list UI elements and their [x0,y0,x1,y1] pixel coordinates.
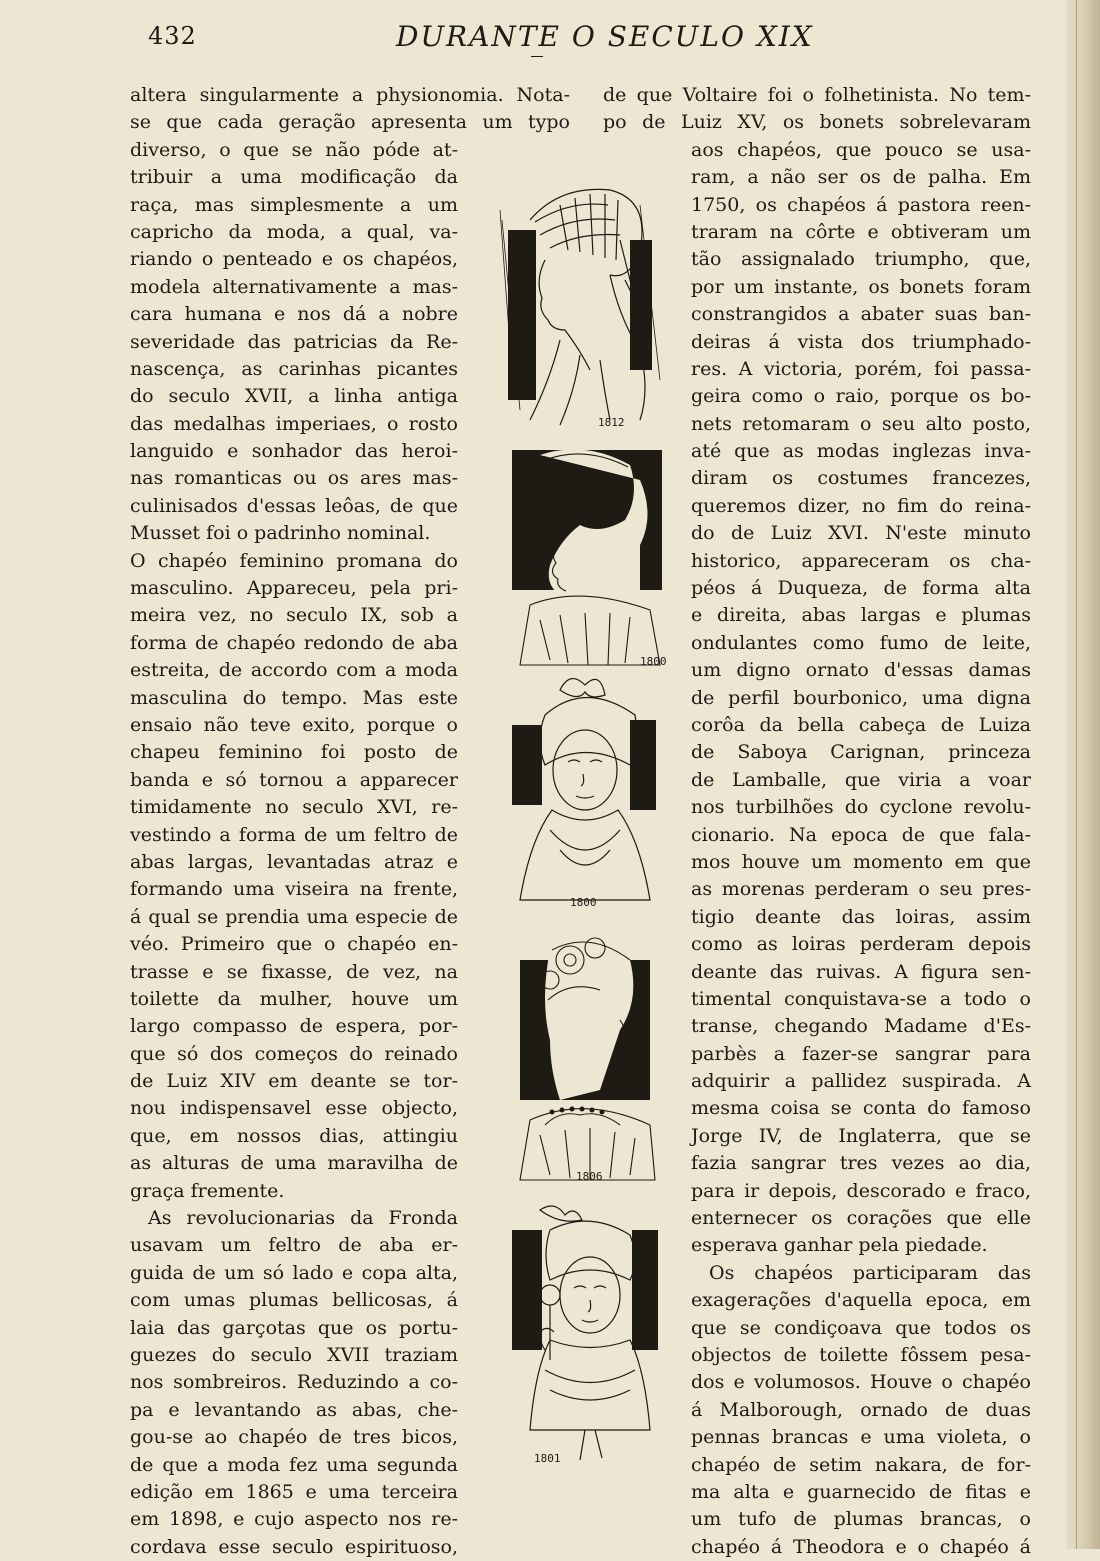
text-line: trasse e se fixasse, de vez, na [130,960,458,983]
text-line: queremos dizer, no fim do reina- [691,494,1031,517]
text-line: guida de um só lado e copa alta, [130,1261,458,1284]
text-line: nets retomaram o seu alto posto, [691,412,1031,435]
text-line: de que a moda fez uma segunda [130,1453,458,1476]
text-line: chapeu feminino foi posto de [130,741,458,764]
text-line: diram os costumes francezes, [691,467,1031,490]
text-line: altera singularmente a physionomia. Nota- [130,84,570,106]
text-line: cordava esse seculo espirituoso, [130,1535,458,1558]
text-line: do seculo XVII, a linha antiga [130,385,458,408]
text-line: chapéo de setim nakara, de for- [691,1453,1031,1476]
text-line: péos á Duqueza, de forma alta [691,577,1031,600]
text-line: corôa da bella cabeça de Luiza [691,713,1031,736]
text-line: tigio deante das loiras, assim [691,905,1031,928]
text-line: deiras á vista dos triumphado- [691,330,1031,353]
text-line: que só dos começos do reinado [130,1042,458,1065]
illustration-year-label: 1806 [576,1170,603,1183]
text-line: largo compasso de espera, por- [130,1015,458,1038]
lorgnette-woman-drawing [490,1200,680,1470]
text-line: transe, chegando Madame d'Es- [691,1015,1031,1038]
illustration-year-label: 1812 [598,416,625,429]
text-line: abas largas, levantadas atraz e [130,850,458,873]
text-line: Musset foi o padrinho nominal. [130,522,431,545]
text-line: á qual se prendia uma especie de [130,905,458,928]
text-line: pennas brancas e uma violeta, o [691,1426,1031,1449]
text-line: mos houve um momento em que [691,850,1031,873]
illustration-year-label: 1800 [570,896,597,909]
text-line: chapéo á Theodora e o chapéo á [691,1535,1031,1558]
text-line: um tufo de plumas brancas, o [691,1508,1031,1531]
text-line: toilette da mulher, houve um [130,987,458,1010]
text-line: graça fremente. [130,1179,285,1202]
illustration-1800-profile [490,445,680,675]
text-line: de perfil bourbonico, uma digna [691,686,1031,709]
text-line: as alturas de uma maravilha de [130,1152,458,1175]
text-line: até que as modas inglezas inva- [691,440,1031,463]
text-line: geira como o raio, porque os bo- [691,385,1031,408]
illustration-year-label: 1800 [640,655,667,668]
text-line: de Lamballe, que viria a voar [691,768,1031,791]
text-line: de Luiz XIV em deante se tor- [130,1070,458,1093]
text-line: dos e volumosos. Houve o chapéo [691,1371,1031,1394]
text-line: nascença, as carinhas picantes [130,357,458,380]
text-line: que, em nossos dias, attingiu [130,1124,458,1147]
text-line: nos turbilhões do cyclone revolu- [691,796,1031,819]
text-line: vestindo a forma de um feltro de [130,823,458,846]
text-line: as morenas perderam o seu pres- [691,878,1031,901]
text-line: forma de chapéo redondo de aba [130,631,458,654]
text-line: por um instante, os bonets foram [691,275,1031,298]
running-head: DURANTE O SECULO XIX [396,20,814,53]
text-line: á Malborough, ornado de duas [691,1398,1031,1421]
text-line: timidamente no seculo XVI, re- [130,796,458,819]
cap-profile-drawing [490,445,680,675]
text-line: fazia sangrar tres vezes ao dia, [691,1152,1031,1175]
text-line: po de Luiz XV, os bonets sobrelevaram [603,111,1031,134]
text-line: ram, a não ser os de palha. Em [691,166,1031,189]
text-line: em 1898, e cujo aspecto nos re- [130,1508,458,1531]
page-header [0,20,1100,60]
illustration-1806 [490,920,680,1190]
bonnet-profile-drawing [490,180,680,430]
text-line: masculina do tempo. Mas este [130,686,458,709]
text-line: tão assignalado triumpho, que, [691,248,1031,271]
illustration-year-label: 1801 [534,1452,561,1465]
illustration-1812 [490,180,680,430]
text-line: nos sombreiros. Reduzindo a co- [130,1371,458,1394]
text-line: esperava ganhar pela piedade. [691,1234,988,1257]
text-line: nou indispensavel esse objecto, [130,1097,458,1120]
text-line: masculino. Appareceu, pela pri- [130,577,458,600]
text-line: meira vez, no seculo IX, sob a [130,604,458,627]
text-line: deante das ruivas. A figura sen- [691,960,1031,983]
text-line: que se condiçoava que todos os [691,1316,1031,1339]
text-line: raça, mas simplesmente a um [130,193,458,216]
text-line: historico, appareceram os cha- [691,549,1031,572]
text-line: modela alternativamente a mas- [130,275,458,298]
text-line: véo. Primeiro que o chapéo en- [130,933,458,956]
page-number: 432 [148,22,197,50]
text-line: timental conquistava-se a todo o [691,987,1031,1010]
text-line: como as loiras perderam depois [691,933,1031,956]
text-line: severidade das patricias da Re- [130,330,458,353]
text-line: com umas plumas bellicosas, á [130,1289,458,1312]
text-line: pa e levantando as abas, che- [130,1398,458,1421]
text-line: O chapéo feminino promana do [130,549,458,572]
text-line: para ir depois, descorado e fraco, [691,1179,1031,1202]
text-line: languido e sonhador das heroi- [130,440,458,463]
text-line: As revolucionarias da Fronda [148,1207,458,1230]
text-line: Os chapéos participaram das [709,1261,1031,1284]
text-line: gou-se ao chapéo de tres bicos, [130,1426,458,1449]
text-line: exagerações d'aquella epoca, em [691,1289,1031,1312]
text-line: constrangidos a abater suas ban- [691,303,1031,326]
text-line: traram na côrte e obtiveram um [691,220,1031,243]
text-line: cara humana e nos dá a nobre [130,303,458,326]
text-line: ondulantes como fumo de leite, [691,631,1031,654]
bow-bonnet-drawing [490,670,680,910]
text-line: se que cada geração apresenta um typo [130,111,570,134]
text-line: parbès a fazer-se sangrar para [691,1042,1031,1065]
text-line: adquirir a pallidez suspirada. A [691,1070,1031,1093]
text-line: banda e só tornou a apparecer [130,768,458,791]
text-line: diverso, o que se não póde at- [130,138,458,161]
illustration-1801 [490,1200,680,1470]
text-line: usavam um feltro de aba er- [130,1234,458,1257]
text-line: objectos de toilette fôssem pesa- [691,1343,1031,1366]
text-line: 1750, os chapéos á pastora reen- [691,193,1031,216]
text-line: um digno ornato d'essas damas [691,659,1031,682]
illustration-1800-front [490,670,680,910]
text-line: laia das garçotas que os portu- [130,1316,458,1339]
text-line: formando uma viseira na frente, [130,878,458,901]
illustration-strip [490,180,680,1480]
text-line: cionario. Na epoca de que fala- [691,823,1031,846]
text-line: nas romanticas ou os ares mas- [130,467,458,490]
text-line: culinisados d'essas leôas, de que [130,494,458,517]
text-line: e direita, abas largas e plumas [691,604,1031,627]
text-line: mesma coisa se conta do famoso [691,1097,1031,1120]
page-edge [1066,0,1100,1549]
text-line: tribuir a uma modificação da [130,166,458,189]
text-line: enternecer os corações que elle [691,1207,1031,1230]
text-line: de Saboya Carignan, princeza [691,741,1031,764]
text-line: res. A victoria, porém, foi passa- [691,357,1031,380]
flowered-hairstyle-drawing [490,920,680,1190]
text-line: capricho da moda, a qual, va- [130,220,458,243]
text-line: estreita, de accordo com a moda [130,659,458,682]
text-line: edição em 1865 e uma terceira [130,1480,458,1503]
text-line: do de Luiz XVI. N'este minuto [691,522,1031,545]
text-line: Jorge IV, de Inglaterra, que se [691,1124,1031,1147]
text-line: ensaio não teve exito, porque o [130,713,458,736]
text-line: guezes do seculo XVII traziam [130,1343,458,1366]
text-line: das medalhas imperiaes, o rosto [130,412,458,435]
text-line: riando o penteado e os chapéos, [130,248,458,271]
text-line: aos chapéos, que pouco se usa- [691,138,1031,161]
text-line: ma alta e guarnecido de fitas e [691,1480,1031,1503]
text-line: de que Voltaire foi o folhetinista. No tem- [603,84,1031,106]
